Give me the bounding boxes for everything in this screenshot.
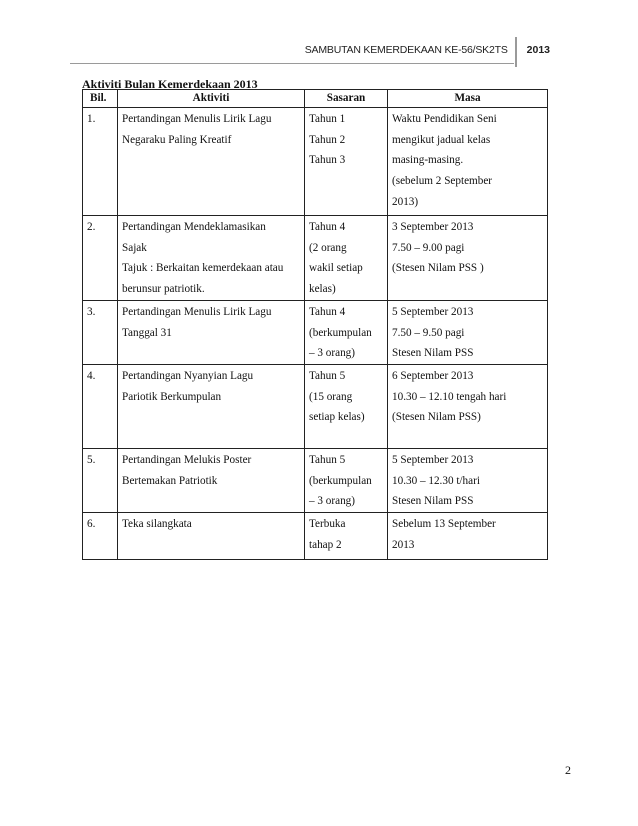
table-row [83,513,548,560]
aktiviti-line: Pertandingan Menulis Lirik Lagu [122,113,272,125]
sasaran-line: wakil setiap [309,262,363,275]
aktiviti-line: Tajuk : Berkaitan kemerdekaan atau [122,262,284,275]
cell-aktiviti [118,300,305,364]
masa-line: 3 September 2013 [392,221,474,233]
section-title: Aktiviti Bulan Kemerdekaan 2013 [82,77,258,91]
table-body [83,108,548,560]
cell-masa [388,108,548,216]
cell-sasaran [305,300,388,364]
page-number: 2 [565,763,571,777]
sasaran-line: (berkumpulan [309,474,372,487]
cell-bil: 1. [83,108,118,216]
table-header-row [83,90,548,108]
sasaran-line: kelas) [309,283,336,296]
sasaran-line: (2 orang [309,241,347,254]
cell-masa [388,364,548,448]
aktiviti-line: Negaraku Paling Kreatif [122,133,232,146]
table-row [83,448,548,512]
sasaran-line: Tahun 5 [309,369,346,382]
masa-line: 5 September 2013 [392,305,474,318]
sasaran-line: Tahun 1 [309,113,346,125]
cell-masa [388,448,548,512]
column-header-sasaran: Sasaran [305,90,388,108]
masa-line: Stesen Nilam PSS [392,495,474,508]
cell-sasaran [305,513,388,560]
cell-sasaran [305,364,388,448]
masa-line: (sebelum 2 September [392,175,493,188]
masa-line: (Stesen Nilam PSS ) [392,262,484,275]
sasaran-line: Tahun 4 [309,221,346,233]
column-header-masa: Masa [388,90,548,108]
masa-line: mengikut jadual kelas [392,133,491,146]
masa-line: 2013) [392,195,419,208]
masa-line: 2013 [392,538,415,551]
cell-masa [388,300,548,364]
aktiviti-line: Pertandingan Nyanyian Lagu [122,369,254,382]
header-rule-line [70,63,514,64]
masa-line: (Stesen Nilam PSS) [392,411,481,424]
masa-line: 10.30 – 12.10 tengah hari [392,390,507,403]
aktiviti-line: Bertemakan Patriotik [122,474,218,487]
sasaran-line: setiap kelas) [309,411,365,424]
masa-line: 7.50 – 9.50 pagi [392,326,465,339]
sasaran-line: (15 orang [309,390,353,403]
sasaran-line: Tahun 5 [309,453,346,466]
masa-line: Sebelum 13 September [392,518,496,531]
cell-sasaran [305,108,388,216]
cell-sasaran [305,216,388,301]
aktiviti-line: berunsur patriotik. [122,283,205,296]
sasaran-line: Tahun 3 [309,154,346,167]
header-year: 2013 [526,44,550,56]
sasaran-line: tahap 2 [309,538,342,551]
masa-line: masing-masing. [392,154,464,167]
aktiviti-line: Pertandingan Mendeklamasikan [122,221,266,233]
sasaran-line: (berkumpulan [309,326,372,339]
table-row [83,108,548,216]
masa-line: 7.50 – 9.00 pagi [392,241,465,254]
cell-sasaran [305,448,388,512]
aktiviti-line: Teka silangkata [122,518,192,531]
cell-bil: 2. [83,216,118,301]
column-header-bil: Bil. [83,90,118,108]
sasaran-line: Terbuka [309,518,346,531]
cell-bil: 5. [83,448,118,512]
aktiviti-line: Pariotik Berkumpulan [122,390,222,403]
activities-table [82,89,548,560]
cell-aktiviti [118,216,305,301]
aktiviti-line: Sajak [122,241,147,254]
cell-bil: 6. [83,513,118,560]
header-document-title: SAMBUTAN KEMERDEKAAN KE-56/SK2TS [304,44,508,56]
cell-aktiviti [118,108,305,216]
masa-line: 6 September 2013 [392,369,474,382]
column-header-aktiviti: Aktiviti [118,90,305,108]
aktiviti-line: Tanggal 31 [122,326,172,339]
table-row [83,300,548,364]
table-row [83,364,548,448]
aktiviti-line: Pertandingan Melukis Poster [122,453,252,466]
cell-bil: 4. [83,364,118,448]
masa-line: Stesen Nilam PSS [392,347,474,360]
aktiviti-line: Pertandingan Menulis Lirik Lagu [122,305,272,318]
cell-masa [388,216,548,301]
cell-aktiviti [118,448,305,512]
masa-line: 10.30 – 12.30 t/hari [392,474,480,487]
page-header [305,38,550,62]
cell-aktiviti [118,513,305,560]
cell-bil: 3. [83,300,118,364]
sasaran-line: Tahun 4 [309,305,346,318]
sasaran-line: Tahun 2 [309,133,346,146]
cell-masa [388,513,548,560]
masa-line: Waktu Pendidikan Seni [392,113,497,125]
table-row [83,216,548,301]
masa-line: 5 September 2013 [392,453,474,466]
cell-aktiviti [118,364,305,448]
sasaran-line: – 3 orang) [309,347,355,360]
sasaran-line: – 3 orang) [309,495,355,508]
